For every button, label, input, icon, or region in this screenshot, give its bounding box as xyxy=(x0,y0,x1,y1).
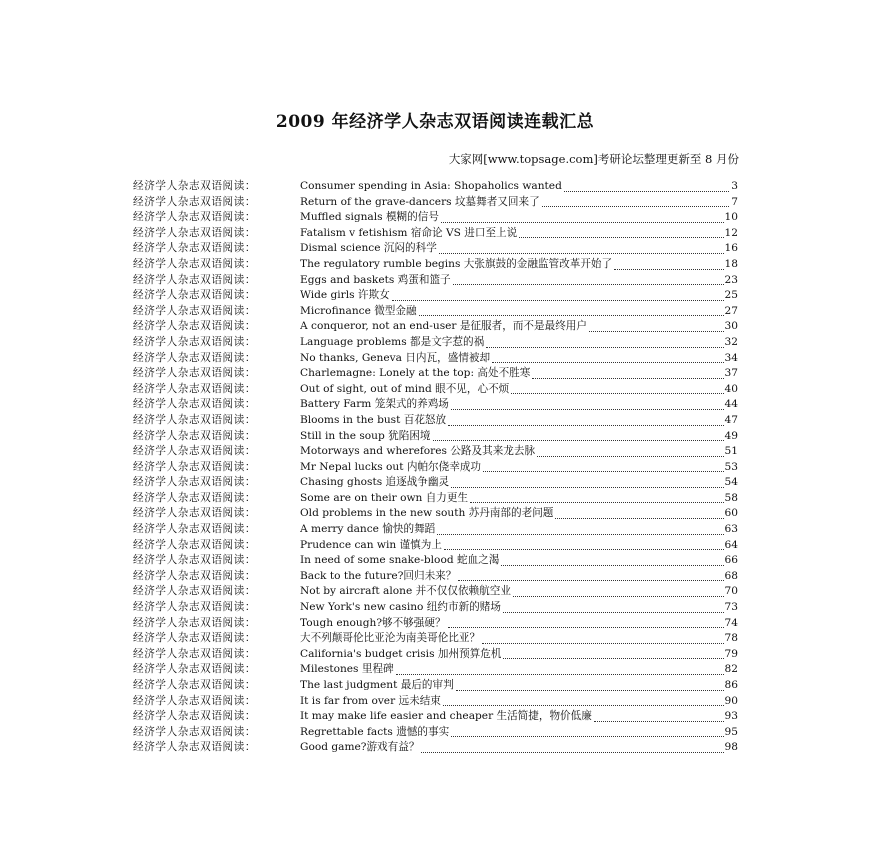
toc-entry[interactable] xyxy=(133,288,738,304)
toc-entry-page-number: 32 xyxy=(724,335,738,348)
toc-entry[interactable] xyxy=(133,366,738,382)
toc-dot-leader xyxy=(421,751,723,753)
toc-entry-page-number: 30 xyxy=(724,320,738,333)
toc-dot-leader xyxy=(443,704,724,706)
page-subtitle: 大家网[www.topsage.com]考研论坛整理更新至 8 月份 xyxy=(448,152,739,166)
toc-entry[interactable] xyxy=(133,491,738,507)
toc-entry-page-number: 34 xyxy=(724,351,738,364)
toc-dot-leader xyxy=(448,626,724,628)
toc-entry-title: Charlemagne: Lonely at the top: 高处不胜寒 xyxy=(300,367,531,380)
toc-entry-page-number: 47 xyxy=(724,413,738,426)
toc-entry-title: Battery Farm 笼架式的养鸡场 xyxy=(300,398,449,411)
toc-entry-prefix: 经济学人杂志双语阅读： xyxy=(133,694,257,707)
toc-dot-leader xyxy=(444,548,724,550)
toc-entry-title: New York's new casino 纽约市新的赌场 xyxy=(300,601,501,614)
toc-entry[interactable] xyxy=(133,429,738,445)
toc-dot-leader xyxy=(419,314,724,316)
toc-entry-page-number: 25 xyxy=(724,289,738,302)
toc-entry-prefix: 经济学人杂志双语阅读： xyxy=(133,413,257,426)
toc-entry-prefix: 经济学人杂志双语阅读： xyxy=(133,320,257,333)
toc-entry[interactable] xyxy=(133,210,738,226)
toc-dot-leader xyxy=(451,486,723,488)
toc-dot-leader xyxy=(594,720,724,722)
toc-entry-page-number: 68 xyxy=(724,569,738,582)
toc-entry-title: Regrettable facts 遗憾的事实 xyxy=(300,725,450,738)
toc-entry-page-number: 51 xyxy=(724,445,738,458)
toc-dot-leader xyxy=(519,236,723,238)
toc-entry[interactable] xyxy=(133,304,738,320)
toc-entry-page-number: 12 xyxy=(724,226,738,239)
toc-entry-prefix: 经济学人杂志双语阅读： xyxy=(133,647,257,660)
toc-entry-prefix: 经济学人杂志双语阅读： xyxy=(133,601,257,614)
toc-entry-page-number: 79 xyxy=(724,647,738,660)
toc-entry-page-number: 60 xyxy=(724,507,738,520)
toc-entry[interactable] xyxy=(133,694,738,710)
toc-dot-leader xyxy=(486,346,723,348)
toc-dot-leader xyxy=(439,252,724,254)
toc-entry[interactable] xyxy=(133,647,738,663)
toc-dot-leader xyxy=(451,408,724,410)
toc-entry-page-number: 44 xyxy=(724,398,738,411)
toc-dot-leader xyxy=(433,439,724,441)
toc-entry-prefix: 经济学人杂志双语阅读： xyxy=(133,585,257,598)
toc-entry-page-number: 98 xyxy=(724,741,738,754)
toc-entry[interactable] xyxy=(133,600,738,616)
toc-dot-leader xyxy=(441,221,724,223)
toc-entry-page-number: 73 xyxy=(724,601,738,614)
toc-entry-prefix: 经济学人杂志双语阅读： xyxy=(133,538,257,551)
toc-entry-prefix: 经济学人杂志双语阅读： xyxy=(133,273,257,286)
toc-entry-prefix: 经济学人杂志双语阅读： xyxy=(133,257,257,270)
toc-entry-prefix: 经济学人杂志双语阅读： xyxy=(133,569,257,582)
toc-entry[interactable] xyxy=(133,382,738,398)
toc-dot-leader xyxy=(453,283,724,285)
toc-entry[interactable] xyxy=(133,444,738,460)
toc-entry-title: Motorways and wherefores 公路及其来龙去脉 xyxy=(300,445,536,458)
toc-entry-page-number: 16 xyxy=(724,242,738,255)
toc-entry-page-number: 18 xyxy=(724,257,738,270)
toc-entry-title: Out of sight, out of mind 眼不见，心不烦 xyxy=(300,382,510,395)
toc-entry-prefix: 经济学人杂志双语阅读： xyxy=(133,725,257,738)
toc-entry-title: Mr Nepal lucks out 内帕尔侥幸成功 xyxy=(300,460,482,473)
toc-entry-prefix: 经济学人杂志双语阅读： xyxy=(133,476,257,489)
toc-entry[interactable] xyxy=(133,179,738,195)
toc-entry[interactable] xyxy=(133,397,738,413)
toc-dot-leader xyxy=(542,205,729,207)
toc-entry-title: Chasing ghosts 追逐战争幽灵 xyxy=(300,476,450,489)
toc-dot-leader xyxy=(513,595,724,597)
toc-entry-prefix: 经济学人杂志双语阅读： xyxy=(133,289,257,302)
toc-entry[interactable] xyxy=(133,538,738,554)
toc-entry-title: Back to the future?回归未来？ xyxy=(300,569,457,582)
toc-entry-page-number: 53 xyxy=(724,460,738,473)
toc-entry-prefix: 经济学人杂志双语阅读： xyxy=(133,335,257,348)
toc-entry[interactable] xyxy=(133,553,738,569)
toc-entry-title: Prudence can win 谨慎为上 xyxy=(300,538,442,551)
toc-entry-prefix: 经济学人杂志双语阅读： xyxy=(133,429,257,442)
toc-dot-leader xyxy=(492,361,723,363)
toc-entry-title: Eggs and baskets 鸡蛋和篮子 xyxy=(300,273,451,286)
toc-entry-title: California's budget crisis 加州预算危机 xyxy=(300,647,502,660)
toc-entry[interactable] xyxy=(133,662,738,678)
toc-entry-title: Consumer spending in Asia: Shopaholics wanted xyxy=(300,180,562,192)
toc-entry[interactable] xyxy=(133,475,738,491)
toc-entry-prefix: 经济学人杂志双语阅读： xyxy=(133,242,257,255)
toc-entry-prefix: 经济学人杂志双语阅读： xyxy=(133,507,257,520)
toc-entry[interactable] xyxy=(133,522,738,538)
toc-entry[interactable] xyxy=(133,678,738,694)
toc-entry-title: 大不列颠哥伦比亚沦为南美哥伦比亚？ xyxy=(300,632,481,645)
toc-entry-page-number: 78 xyxy=(724,632,738,645)
toc-entry-prefix: 经济学人杂志双语阅读： xyxy=(133,211,257,224)
toc-entry-page-number: 49 xyxy=(724,429,738,442)
toc-entry-page-number: 63 xyxy=(724,523,738,536)
toc-entry-title: Some are on their own 自力更生 xyxy=(300,491,469,504)
toc-entry[interactable] xyxy=(133,413,738,429)
toc-dot-leader xyxy=(564,190,729,192)
toc-entry-page-number: 82 xyxy=(724,663,738,676)
toc-entry-prefix: 经济学人杂志双语阅读： xyxy=(133,616,257,629)
toc-entry-title: Old problems in the new south 苏丹南部的老问题 xyxy=(300,507,554,520)
toc-entry-prefix: 经济学人杂志双语阅读： xyxy=(133,195,257,208)
toc-entry-title: Language problems 都是文字惹的祸 xyxy=(300,335,485,348)
toc-dot-leader xyxy=(537,455,723,457)
toc-dot-leader xyxy=(458,579,723,581)
toc-dot-leader xyxy=(483,470,723,472)
toc-entry[interactable] xyxy=(133,241,738,257)
toc-dot-leader xyxy=(532,377,723,379)
toc-entry-page-number: 64 xyxy=(724,538,738,551)
toc-entry[interactable] xyxy=(133,273,738,289)
toc-dot-leader xyxy=(392,299,724,301)
toc-dot-leader xyxy=(451,735,723,737)
toc-entry-title: It is far from over 远未结束 xyxy=(300,694,441,707)
toc-entry-page-number: 95 xyxy=(724,725,738,738)
toc-entry[interactable] xyxy=(133,740,738,756)
toc-entry-page-number: 3 xyxy=(731,180,738,192)
toc-entry-page-number: 93 xyxy=(724,710,738,723)
toc-entry[interactable] xyxy=(133,319,738,335)
toc-entry-prefix: 经济学人杂志双语阅读： xyxy=(133,663,257,676)
toc-entry-prefix: 经济学人杂志双语阅读： xyxy=(133,304,257,317)
toc-dot-leader xyxy=(501,564,723,566)
toc-entry-prefix: 经济学人杂志双语阅读： xyxy=(133,351,257,364)
toc-entry-title: Not by aircraft alone 并不仅仅依赖航空业 xyxy=(300,585,511,598)
toc-entry-prefix: 经济学人杂志双语阅读： xyxy=(133,460,257,473)
toc-entry-page-number: 27 xyxy=(724,304,738,317)
toc-entry[interactable] xyxy=(133,616,738,632)
toc-entry-title: No thanks, Geneva 日内瓦，盛情被却 xyxy=(300,351,491,364)
toc-dot-leader xyxy=(589,330,724,332)
toc-entry-title: In need of some snake-blood 蛇血之渴 xyxy=(300,554,500,567)
toc-entry-page-number: 70 xyxy=(724,585,738,598)
toc-entry-page-number: 40 xyxy=(724,382,738,395)
toc-entry-prefix: 经济学人杂志双语阅读： xyxy=(133,679,257,691)
toc-entry-prefix: 经济学人杂志双语阅读： xyxy=(133,398,257,411)
toc-dot-leader xyxy=(555,517,723,519)
toc-entry-prefix: 经济学人杂志双语阅读： xyxy=(133,491,257,504)
toc-entry-title: Microfinance 微型金融 xyxy=(300,304,417,317)
toc-entry[interactable] xyxy=(133,631,738,647)
toc-entry-page-number: 54 xyxy=(724,476,738,489)
toc-entry-title: It may make life easier and cheaper 生活简捷，物价低廉 xyxy=(300,710,592,723)
toc-dot-leader xyxy=(511,392,723,394)
toc-entry-title: Fatalism v fetishism 宿命论 VS 进口至上说 xyxy=(300,226,518,239)
toc-entry[interactable] xyxy=(133,584,738,600)
toc-entry-prefix: 经济学人杂志双语阅读： xyxy=(133,741,257,754)
toc-entry[interactable] xyxy=(133,351,738,367)
toc-entry-prefix: 经济学人杂志双语阅读： xyxy=(133,226,257,239)
toc-entry-page-number: 86 xyxy=(724,679,738,691)
toc-dot-leader xyxy=(437,533,723,535)
toc-dot-leader xyxy=(503,611,724,613)
toc-entry-title: Dismal science 沉闷的科学 xyxy=(300,242,437,255)
toc-dot-leader xyxy=(482,642,723,644)
table-of-contents xyxy=(133,179,738,756)
toc-entry-page-number: 37 xyxy=(724,367,738,380)
toc-entry-title: Return of the grave-dancers 坟墓舞者又回来了 xyxy=(300,195,540,208)
toc-entry-page-number: 90 xyxy=(724,694,738,707)
toc-entry-prefix: 经济学人杂志双语阅读： xyxy=(133,180,257,192)
toc-entry-title: Milestones 里程碑 xyxy=(300,663,394,676)
toc-entry-prefix: 经济学人杂志双语阅读： xyxy=(133,523,257,536)
toc-dot-leader xyxy=(396,673,724,675)
toc-entry-title: Tough enough?够不够强硬？ xyxy=(300,616,446,629)
toc-entry-prefix: 经济学人杂志双语阅读： xyxy=(133,382,257,395)
toc-entry-title: A conqueror, not an end-user 是征服者，而不是最终用户 xyxy=(300,320,587,333)
toc-dot-leader xyxy=(503,657,723,659)
toc-dot-leader xyxy=(470,501,723,503)
toc-entry-page-number: 7 xyxy=(731,195,738,208)
toc-entry-prefix: 经济学人杂志双语阅读： xyxy=(133,554,257,567)
toc-dot-leader xyxy=(448,424,723,426)
toc-entry[interactable] xyxy=(133,725,738,741)
toc-entry-title: Muffled signals 模糊的信号 xyxy=(300,211,439,224)
toc-dot-leader xyxy=(456,689,724,691)
toc-entry[interactable] xyxy=(133,335,738,351)
toc-entry[interactable] xyxy=(133,226,738,242)
toc-entry-page-number: 58 xyxy=(724,491,738,504)
toc-entry-prefix: 经济学人杂志双语阅读： xyxy=(133,632,257,645)
toc-entry[interactable] xyxy=(133,460,738,476)
toc-entry-title: Wide girls 许欺女 xyxy=(300,289,390,302)
toc-entry-page-number: 23 xyxy=(724,273,738,286)
toc-entry[interactable] xyxy=(133,709,738,725)
toc-entry[interactable] xyxy=(133,195,738,211)
toc-dot-leader xyxy=(614,268,723,270)
toc-entry-title: The regulatory rumble begins 大张旗鼓的金融监管改革开始了 xyxy=(300,257,613,270)
toc-entry[interactable] xyxy=(133,257,738,273)
toc-entry-prefix: 经济学人杂志双语阅读： xyxy=(133,367,257,380)
toc-entry-title: A merry dance 愉快的舞蹈 xyxy=(300,523,436,536)
toc-entry-title: Blooms in the bust 百花怒放 xyxy=(300,413,447,426)
toc-entry-title: Still in the soup 犹陷困境 xyxy=(300,429,431,442)
toc-entry[interactable] xyxy=(133,506,738,522)
toc-entry-page-number: 66 xyxy=(724,554,738,567)
toc-entry-prefix: 经济学人杂志双语阅读： xyxy=(133,445,257,458)
toc-entry-prefix: 经济学人杂志双语阅读： xyxy=(133,710,257,723)
toc-entry-title: The last judgment 最后的审判 xyxy=(300,679,454,691)
toc-entry-title: Good game?游戏有益？ xyxy=(300,741,420,754)
toc-entry-page-number: 10 xyxy=(724,211,738,224)
toc-entry[interactable] xyxy=(133,569,738,585)
page-title: 2009 年经济学人杂志双语阅读连载汇总 xyxy=(275,112,595,132)
toc-entry-page-number: 74 xyxy=(724,616,738,629)
